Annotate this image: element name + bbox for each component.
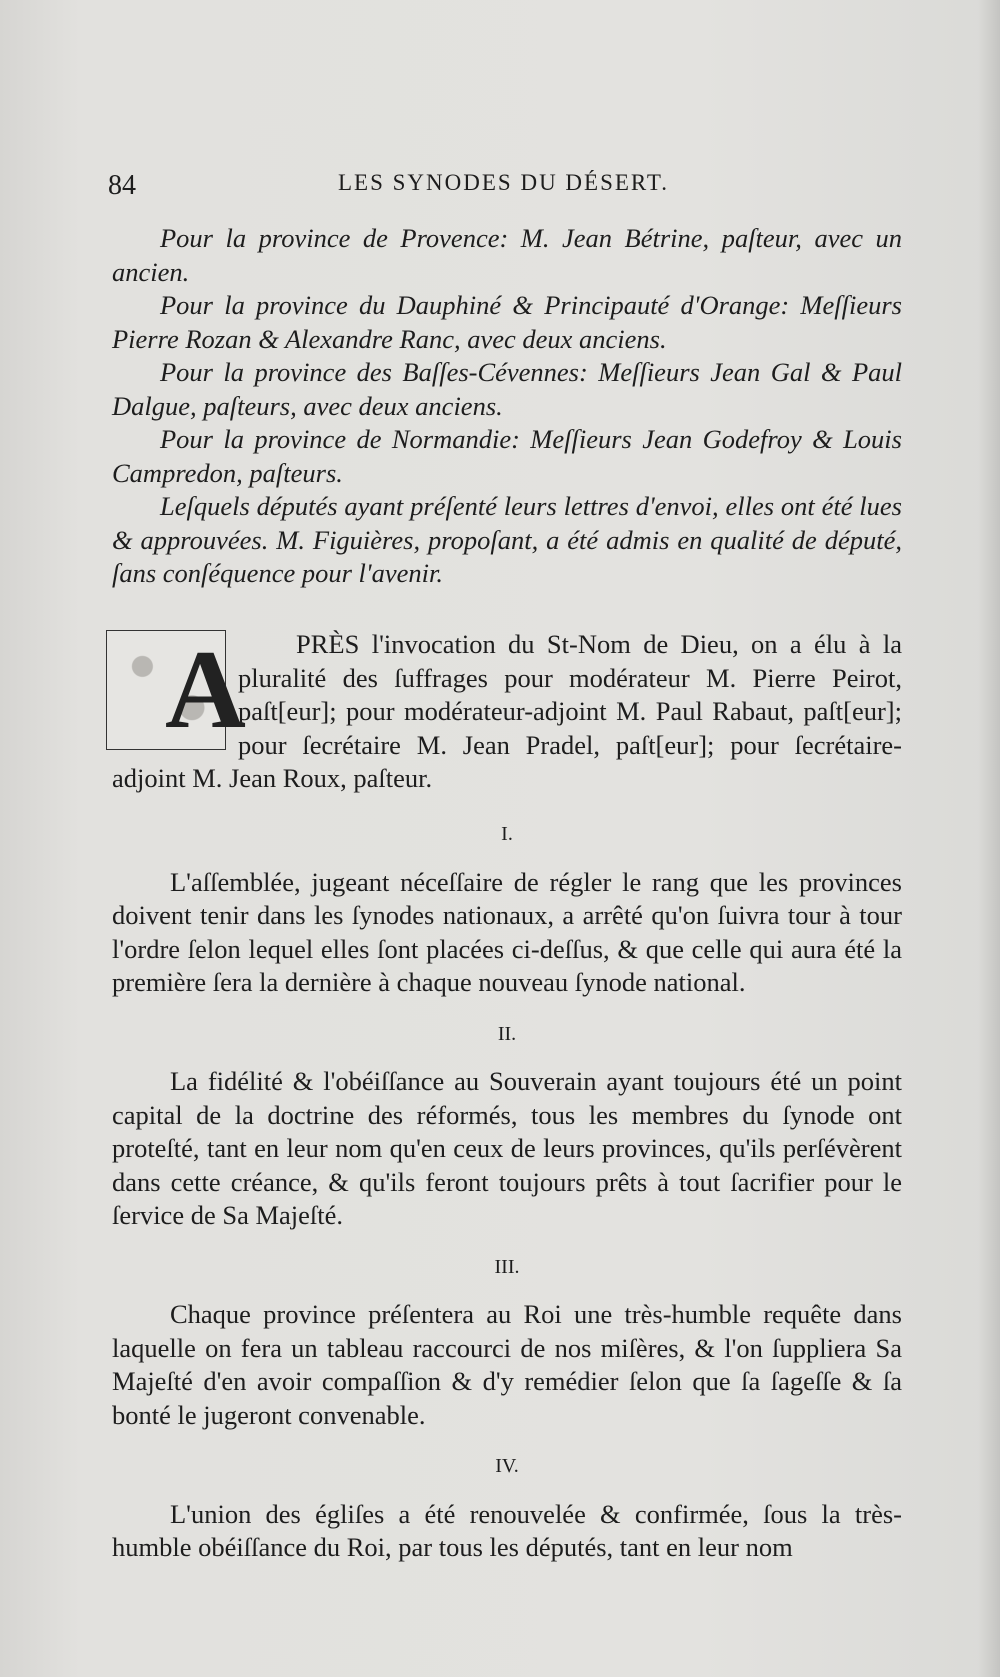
delegation-provence: Pour la province de Provence: M. Jean Bétrine, paſteur, avec un ancien.	[112, 223, 902, 287]
article-text-3: Chaque province préſentera au Roi une très-humble requête dans laquelle on fera un tableau raccourci de nos miſères, & l'on ſuppliera Sa Majeſté d'en avoir compaſſion & d'y remédier ſelon que ſa ſageſſe & ſa bonté le jugeront convenable.	[112, 1299, 902, 1430]
article-numeral-1: I.	[501, 823, 513, 845]
delegates-approval: Leſquels députés ayant préſenté leurs lettres d'envoi, elles ont été lues & approuvées. M. Figuières, propoſant, a été admis en qualité de député, ſans conſéquence pour l'avenir.	[112, 491, 902, 588]
ornamental-initial	[106, 628, 246, 752]
page-number: 84	[108, 170, 136, 201]
opening-first-word: PRÈS	[296, 629, 360, 659]
article-text-4: L'union des égliſes a été renouvelée & confirmée, ſous la très-humble obéiſſance du Roi, par tous les députés, tant en leur nom	[112, 1498, 902, 1562]
article-numeral-4: IV.	[495, 1455, 519, 1477]
opening-body: l'invocation du St-Nom de Dieu, on a élu à la pluralité des ſuffrages pour modérateur M. Pierre Peirot, paſt[eur]; pour modérateur-adjoint M. Paul Rabaut, paſt[eur]; pour ſecrétaire M. Jean Pradel, paſt[eur]; pour ſecrétaire-adjoint M. Jean Roux, paſteur.	[112, 629, 902, 793]
articles	[112, 800, 902, 1565]
running-head	[108, 170, 898, 210]
opening-paragraph	[112, 628, 902, 796]
article-text-2: La fidélité & l'obéiſſance au Souverain ayant toujours été un point capital de la doctrine des réformés, tous les membres du ſynode ont proteſté, tant en leur nom qu'en ceux de leurs provinces, qu'ils perſévèrent dans cette créance, & qu'ils feront toujours prêts à tout ſacrifier pour le ſervice de Sa Majeſté.	[112, 1066, 902, 1230]
delegation-dauphine: Pour la province du Dauphiné & Principauté d'Orange: Meſſieurs Pierre Rozan & Alexandre Ranc, avec deux anciens.	[112, 290, 902, 354]
article-numeral-2: II.	[497, 1022, 517, 1045]
opening-text	[112, 628, 902, 796]
ornamental-initial-letter: A	[165, 628, 246, 752]
delegations-list	[112, 222, 902, 591]
page-gutter-shadow	[978, 0, 1000, 1677]
delegation-basses-cevennes: Pour la province des Baſſes-Cévennes: Meſſieurs Jean Gal & Paul Dalgue, paſteurs, avec deux anciens.	[112, 357, 902, 421]
article-text-1: L'aſſemblée, jugeant néceſſaire de régler le rang que les provinces doivent tenir dans les ſynodes nationaux, a arrêté qu'on ſuivra tour à tour l'ordre ſelon lequel elles ſont placées ci-deſſus, & que celle qui aura été la première ſera la dernière à chaque nouveau ſynode national.	[112, 866, 902, 997]
article-numeral-3: III.	[494, 1255, 520, 1278]
delegation-normandie: Pour la province de Normandie: Meſſieurs Jean Godefroy & Louis Campredon, paſteurs.	[112, 424, 902, 488]
header-title: LES SYNODES DU DÉSERT.	[338, 170, 669, 195]
